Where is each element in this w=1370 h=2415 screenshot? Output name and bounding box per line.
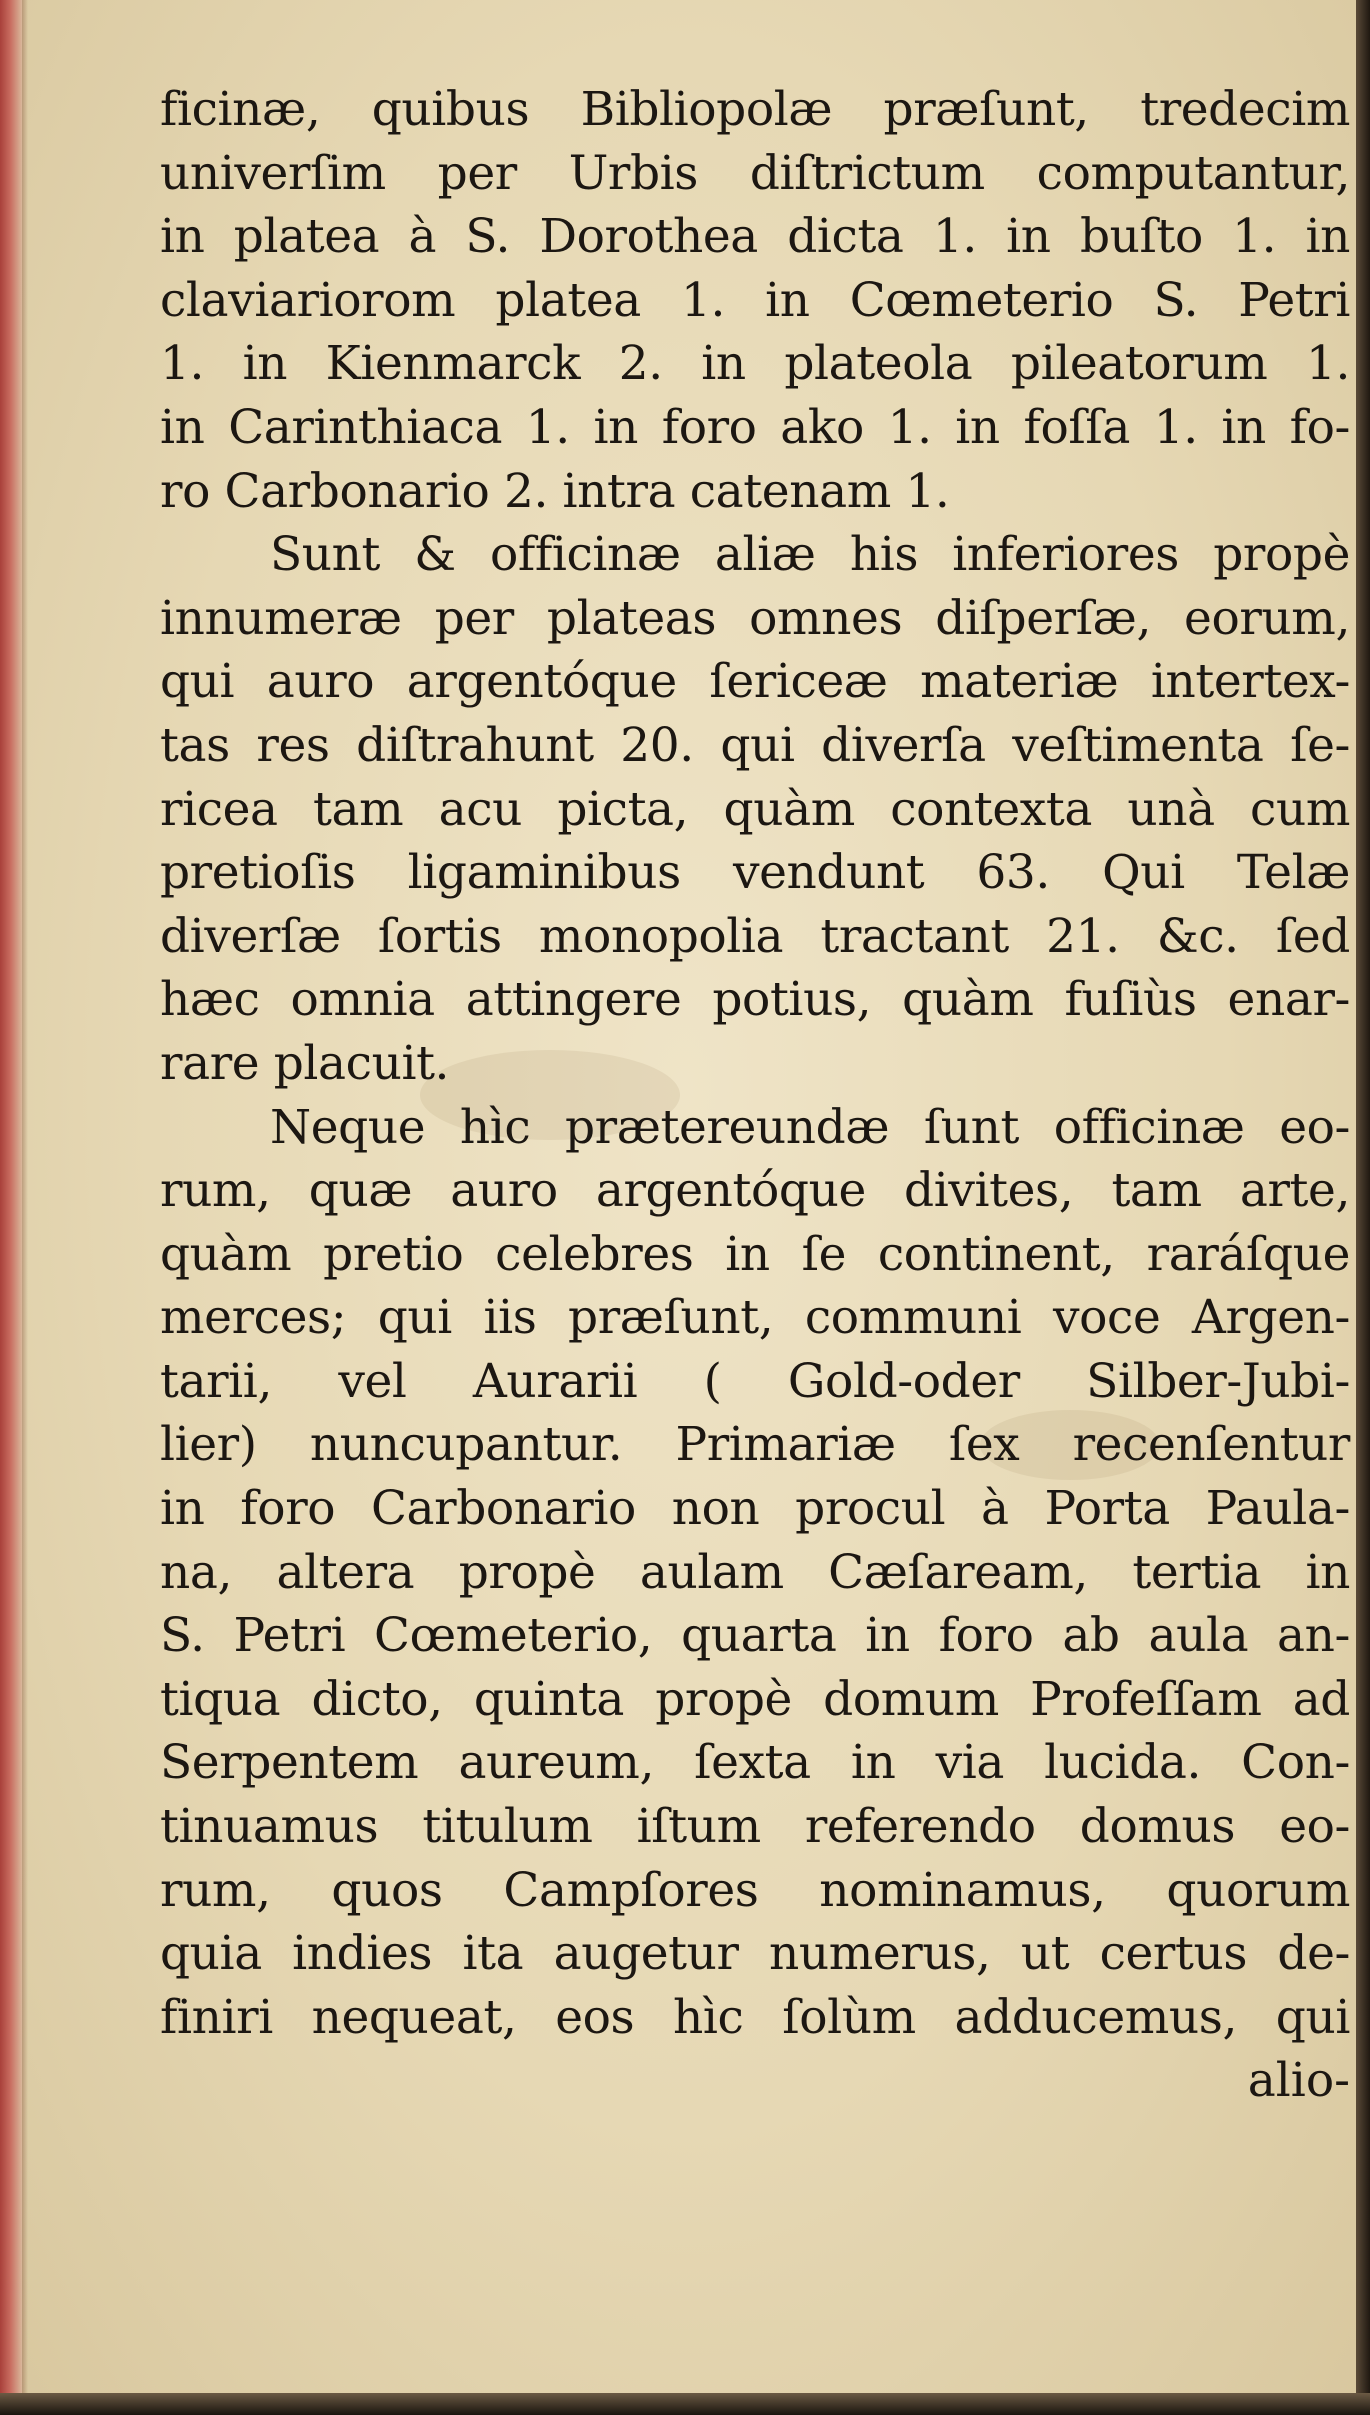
text-line: pretioſis ligaminibus vendunt 63. Qui Telæ: [160, 845, 1350, 901]
text-line: diverſæ ſortis monopolia tractant 21. &c. ſed: [160, 908, 1350, 964]
text-line: tas res diſtrahunt 20. qui diverſa veſtimenta ſe-: [160, 717, 1350, 773]
text-line: in platea à S. Dorothea dicta 1. in buſto 1. in: [160, 209, 1350, 265]
catchword: alio-: [1247, 2053, 1350, 2109]
text-line: innumeræ per plateas omnes diſperſæ, eorum,: [160, 590, 1350, 646]
text-line: ro Carbonario 2. intra catenam 1.: [160, 463, 950, 519]
page-right-edge: [1356, 0, 1370, 2415]
text-line: finiri nequeat, eos hìc ſolùm adducemus, qui: [160, 1989, 1350, 2045]
text-line: claviariorom platea 1. in Cœmeterio S. Petri: [160, 272, 1350, 328]
text-line: na, altera propè aulam Cæſaream, tertia in: [160, 1544, 1350, 1600]
text-line: 1. in Kienmarck 2. in plateola pileatorum 1.: [160, 336, 1350, 392]
text-line: qui auro argentóque ſericeæ materiæ intertex-: [160, 654, 1350, 710]
text-line: tarii, vel Aurarii ( Gold-oder Silber-Jubi-: [160, 1353, 1350, 1409]
text-line: hæc omnia attingere potius, quàm fuſiùs enar-: [160, 972, 1350, 1028]
text-line: S. Petri Cœmeterio, quarta in foro ab aula an-: [160, 1608, 1350, 1664]
text-line: tiqua dicto, quinta propè domum Profeſſam ad: [160, 1671, 1350, 1727]
text-line: quia indies ita augetur numerus, ut certus de-: [160, 1926, 1350, 1982]
text-line: rum, quos Campſores nominamus, quorum: [160, 1862, 1350, 1918]
paragraph-start-line: Sunt & officinæ aliæ his inferiores propè: [270, 527, 1350, 583]
text-line: ricea tam acu picta, quàm contexta unà cum: [160, 781, 1350, 837]
text-block: [160, 78, 1350, 2113]
text-line: lier) nuncupantur. Primariæ ſex recenſentur: [160, 1417, 1350, 1473]
text-line: ficinæ, quibus Bibliopolæ præſunt, tredecim: [160, 82, 1350, 137]
text-line: merces; qui iis præſunt, communi voce Argen-: [160, 1290, 1350, 1346]
paragraph-start-line: Neque hìc prætereundæ ſunt officinæ eo-: [270, 1099, 1350, 1155]
text-line: univerſim per Urbis diſtrictum computantur,: [160, 145, 1350, 201]
text-line: in foro Carbonario non procul à Porta Paula-: [160, 1481, 1350, 1537]
text-line: rare placuit.: [160, 1035, 450, 1091]
text-line: Serpentem aureum, ſexta in via lucida. Con-: [160, 1735, 1350, 1791]
text-line: quàm pretio celebres in ſe continent, raráſque: [160, 1226, 1350, 1282]
text-line: rum, quæ auro argentóque divites, tam arte,: [160, 1163, 1350, 1219]
text-line: in Carinthiaca 1. in foro ako 1. in foſſa 1. in fo-: [160, 399, 1350, 455]
text-line: tinuamus titulum iſtum referendo domus eo-: [160, 1799, 1350, 1855]
binding-edge: [0, 0, 22, 2415]
page-bottom-edge: [0, 2393, 1370, 2415]
